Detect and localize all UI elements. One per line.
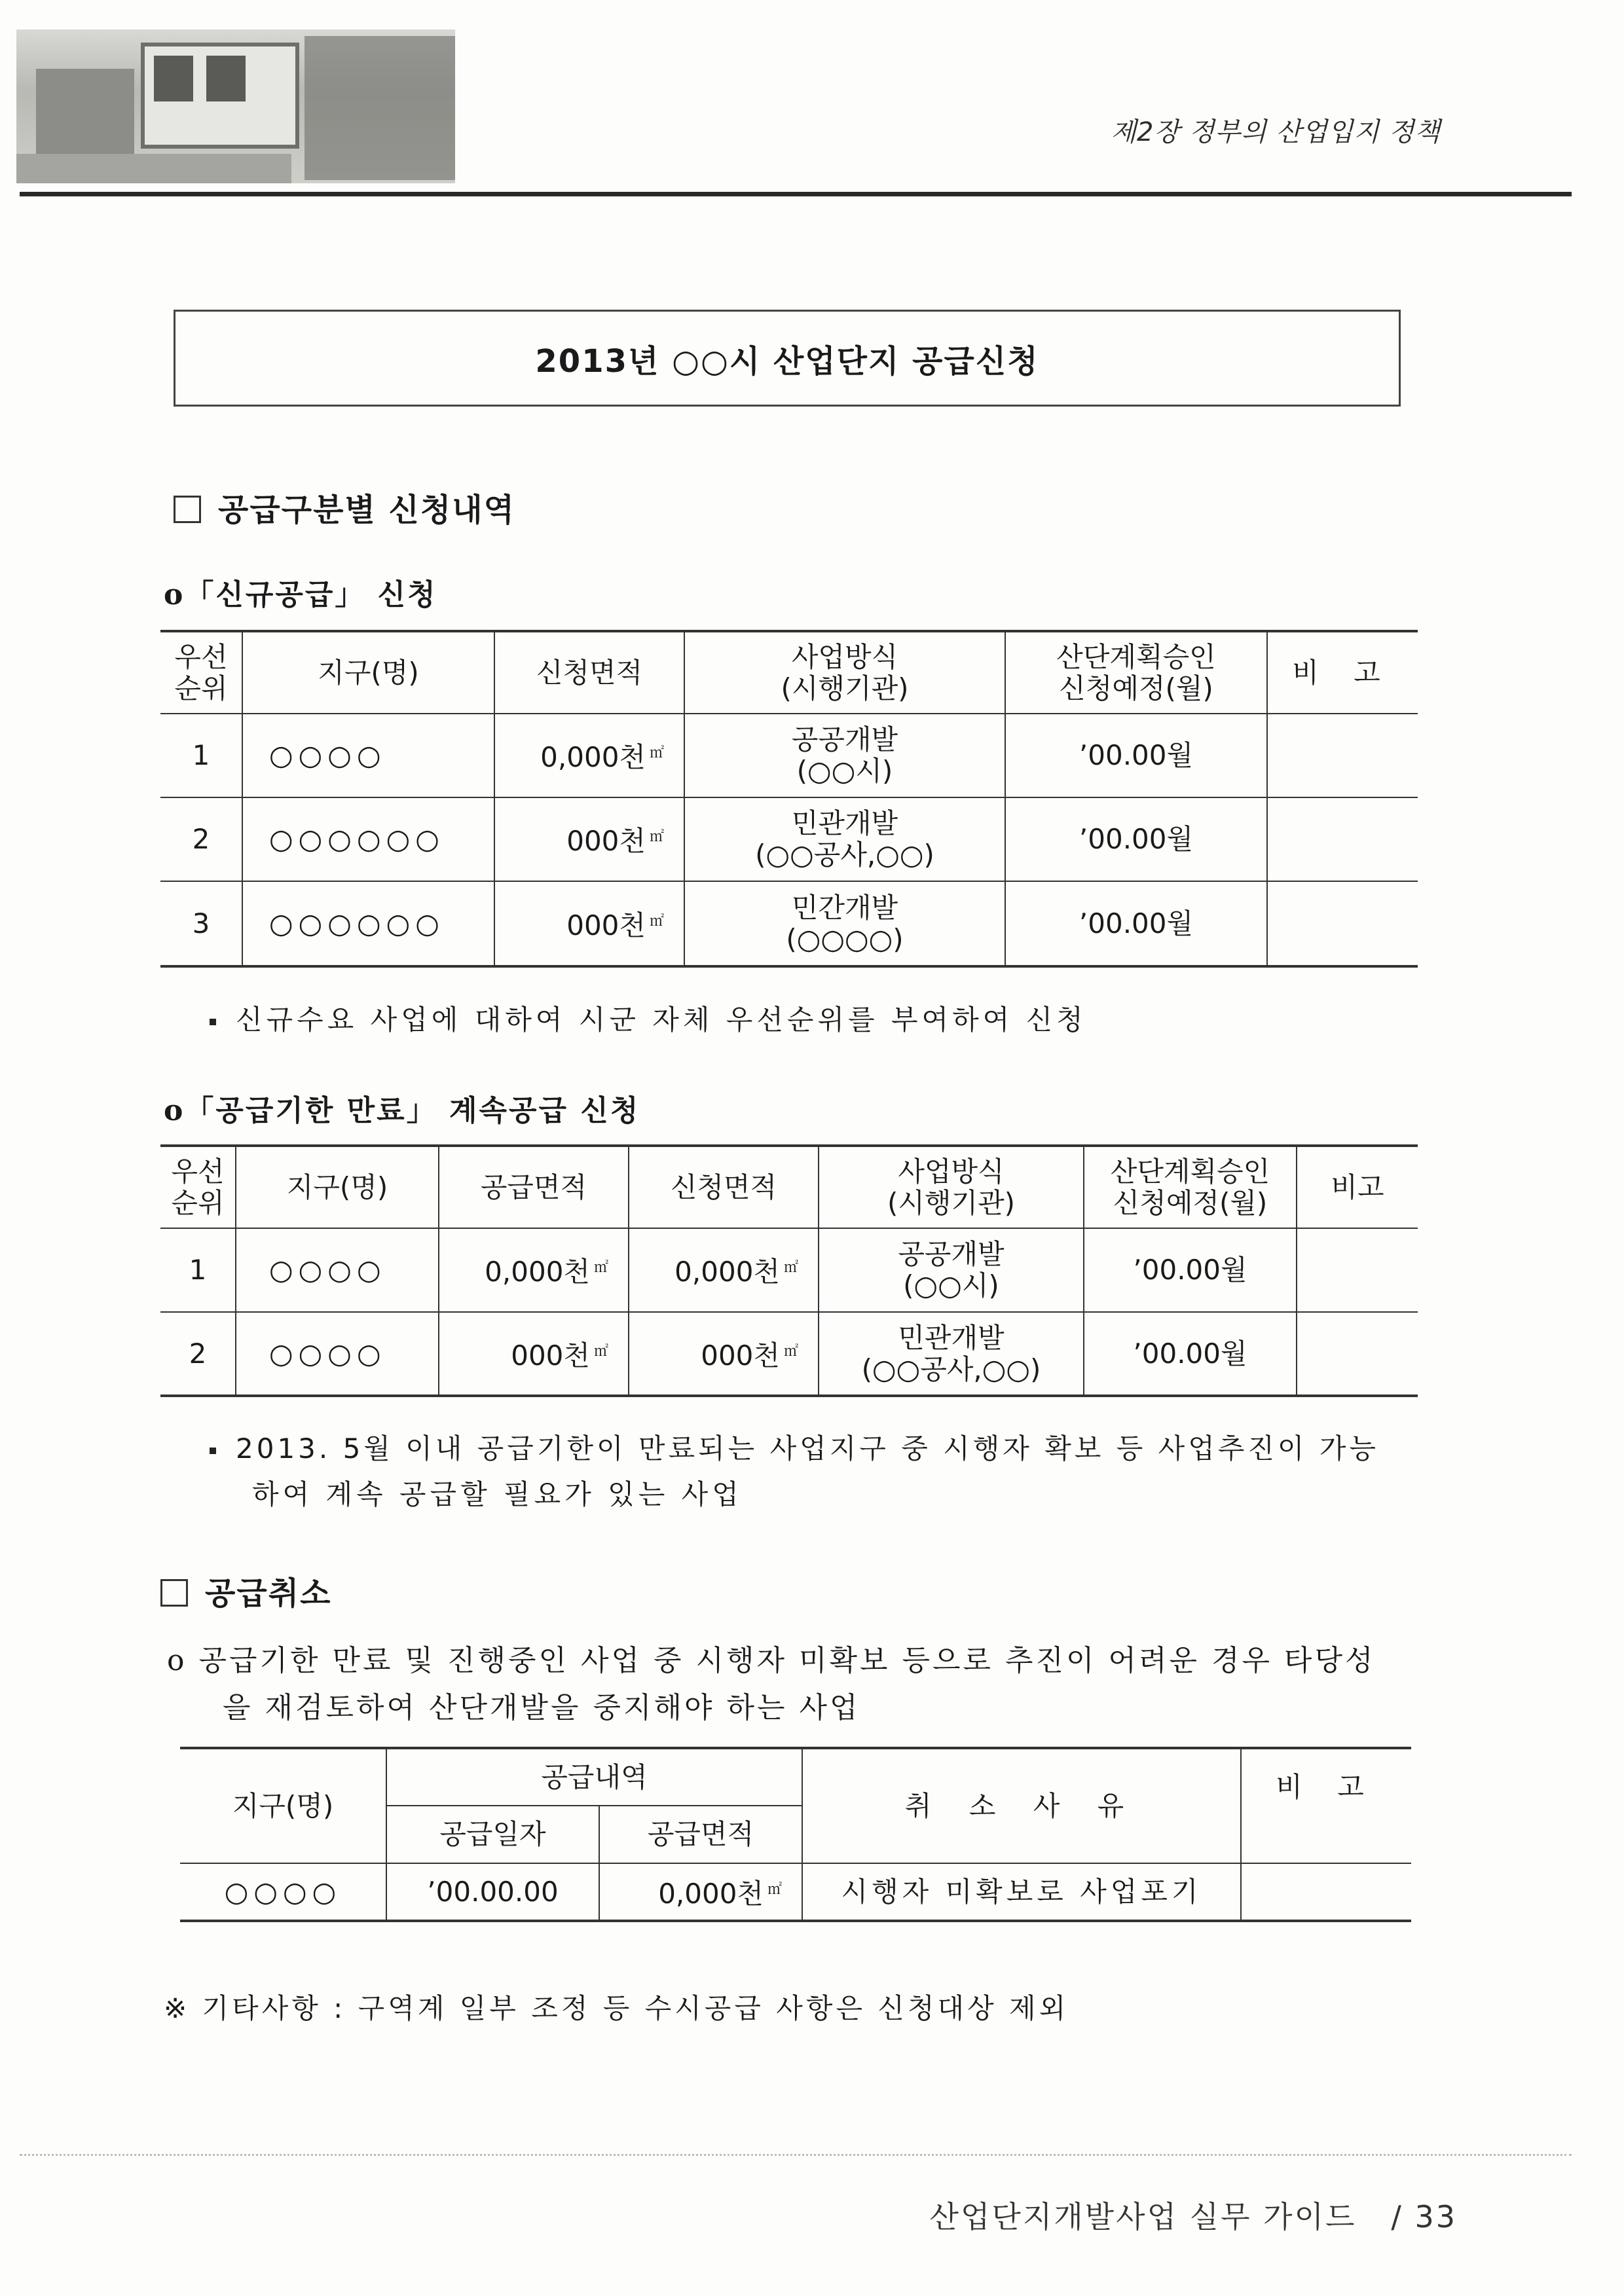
cell-method: 민간개발 (○○○○) <box>684 881 1005 966</box>
table-header-row <box>160 1146 1418 1228</box>
cell-supply-area: 0,000천 ㎡ <box>599 1863 802 1921</box>
footer-guide-title: 산업단지개발사업 실무 가이드 <box>929 2199 1357 2234</box>
section-heading-supply-type <box>174 484 515 530</box>
table-row <box>160 881 1418 966</box>
col-district: 지구(명) <box>180 1748 386 1863</box>
document-title: 2013년 ○○시 산업단지 공급신청 <box>174 310 1401 407</box>
col-method: 사업방식 (시행기관) <box>819 1146 1084 1228</box>
col-district: 지구(명) <box>242 631 494 714</box>
bullet-icon <box>210 1019 216 1025</box>
cell-note <box>1267 797 1418 881</box>
cell-month: ’00.00월 <box>1084 1228 1297 1312</box>
cancel-desc-line2: 을 재검토하여 산단개발을 중지해야 하는 사업 <box>223 1691 860 1724</box>
cell-note <box>1267 881 1418 966</box>
section-heading-cancel <box>160 1568 331 1613</box>
col-method: 사업방식 (시행기관) <box>684 631 1005 714</box>
col-note: 비 고 <box>1267 631 1418 714</box>
col-supply-area: 공급면적 <box>439 1146 629 1228</box>
col-month: 산단계획승인 신청예정(월) <box>1005 631 1267 714</box>
cell-district: ○○○○○○ <box>242 797 494 881</box>
cell-district: ○○○○ <box>180 1863 386 1921</box>
col-area: 신청면적 <box>494 631 684 714</box>
cell-district: ○○○○ <box>236 1228 439 1312</box>
table-cancel <box>180 1747 1411 1922</box>
cell-method: 민관개발 (○○공사,○○) <box>684 797 1005 881</box>
bullet-icon <box>210 1448 216 1454</box>
page-number: / 33 <box>1391 2199 1457 2234</box>
col-supply-detail: 공급내역 <box>386 1748 802 1806</box>
footer-divider <box>20 2154 1572 2156</box>
note-text-line1: 2013. 5월 이내 공급기한이 만료되는 사업지구 중 시행자 확보 등 사업추진이 가능 <box>236 1432 1379 1465</box>
cell-note <box>1297 1228 1418 1312</box>
cell-area: 000천 ㎡ <box>494 881 684 966</box>
cell-reason: 시행자 미확보로 사업포기 <box>802 1863 1241 1921</box>
cell-method: 공공개발 (○○시) <box>819 1228 1084 1312</box>
col-month: 산단계획승인 신청예정(월) <box>1084 1146 1297 1228</box>
table-row <box>160 714 1418 797</box>
cell-supply-date: ’00.00.00 <box>386 1863 599 1921</box>
cell-apply-area: 0,000천 ㎡ <box>629 1228 819 1312</box>
col-rank: 우선 순위 <box>160 631 242 714</box>
cell-rank: 1 <box>160 1228 236 1312</box>
sub-heading-continued-supply: o「공급기한 만료」 계속공급 신청 <box>164 1094 640 1127</box>
col-reason: 취 소 사 유 <box>802 1748 1241 1863</box>
col-supply-date: 공급일자 <box>386 1806 599 1863</box>
cell-note <box>1297 1312 1418 1396</box>
sub-heading-new-supply: o「신규공급」 신청 <box>164 578 437 611</box>
cancel-desc-line1: o 공급기한 만료 및 진행중인 사업 중 시행자 미확보 등으로 추진이 어려운 경우 타당성 <box>167 1644 1376 1677</box>
section-heading-text: 공급취소 <box>205 1575 332 1612</box>
note-text: 신규수요 사업에 대하여 시군 자체 우선순위를 부여하여 신청 <box>236 1004 1087 1036</box>
table-row <box>160 1312 1418 1396</box>
cell-rank: 2 <box>160 1312 236 1396</box>
col-district: 지구(명) <box>236 1146 439 1228</box>
col-rank: 우선 순위 <box>160 1146 236 1228</box>
header-photo <box>16 29 455 183</box>
table-header-row <box>160 631 1418 714</box>
table-row <box>180 1863 1411 1921</box>
note-text-line2: 하여 계속 공급할 필요가 있는 사업 <box>252 1478 743 1510</box>
cell-note <box>1241 1863 1411 1921</box>
table-new-supply <box>160 630 1418 968</box>
table-continued-supply <box>160 1144 1418 1397</box>
table-row <box>160 797 1418 881</box>
cell-district: ○○○○ <box>236 1312 439 1396</box>
cell-rank: 3 <box>160 881 242 966</box>
cell-method: 민관개발 (○○공사,○○) <box>819 1312 1084 1396</box>
cell-method: 공공개발 (○○시) <box>684 714 1005 797</box>
table-header-row <box>180 1748 1411 1806</box>
col-note: 비고 <box>1297 1146 1418 1228</box>
cell-apply-area: 000천 ㎡ <box>629 1312 819 1396</box>
cell-supply-area: 000천 ㎡ <box>439 1312 629 1396</box>
cell-district: ○○○○○○ <box>242 881 494 966</box>
cell-month: ’00.00월 <box>1005 797 1267 881</box>
cell-area: 000천 ㎡ <box>494 797 684 881</box>
cell-supply-area: 0,000천 ㎡ <box>439 1228 629 1312</box>
col-note: 비 고 <box>1241 1748 1411 1863</box>
table-row <box>160 1228 1418 1312</box>
cell-month: ’00.00월 <box>1005 881 1267 966</box>
header-rule <box>20 192 1572 196</box>
cell-note <box>1267 714 1418 797</box>
chapter-title: 제2장 정부의 산업입지 정책 <box>1111 117 1441 147</box>
cell-month: ’00.00월 <box>1084 1312 1297 1396</box>
footer <box>930 2193 1457 2236</box>
cell-rank: 2 <box>160 797 242 881</box>
cell-month: ’00.00월 <box>1005 714 1267 797</box>
remark: ※ 기타사항 : 구역계 일부 조정 등 수시공급 사항은 신청대상 제외 <box>164 1992 1069 2024</box>
note-continued-supply <box>210 1427 1379 1467</box>
col-supply-area: 공급면적 <box>599 1806 802 1863</box>
cell-area: 0,000천 ㎡ <box>494 714 684 797</box>
checkbox-icon <box>174 496 201 523</box>
note-new-supply <box>210 998 1087 1038</box>
checkbox-icon <box>160 1579 188 1607</box>
cell-district: ○○○○ <box>242 714 494 797</box>
col-apply-area: 신청면적 <box>629 1146 819 1228</box>
cell-rank: 1 <box>160 714 242 797</box>
section-heading-text: 공급구분별 신청내역 <box>218 492 516 528</box>
